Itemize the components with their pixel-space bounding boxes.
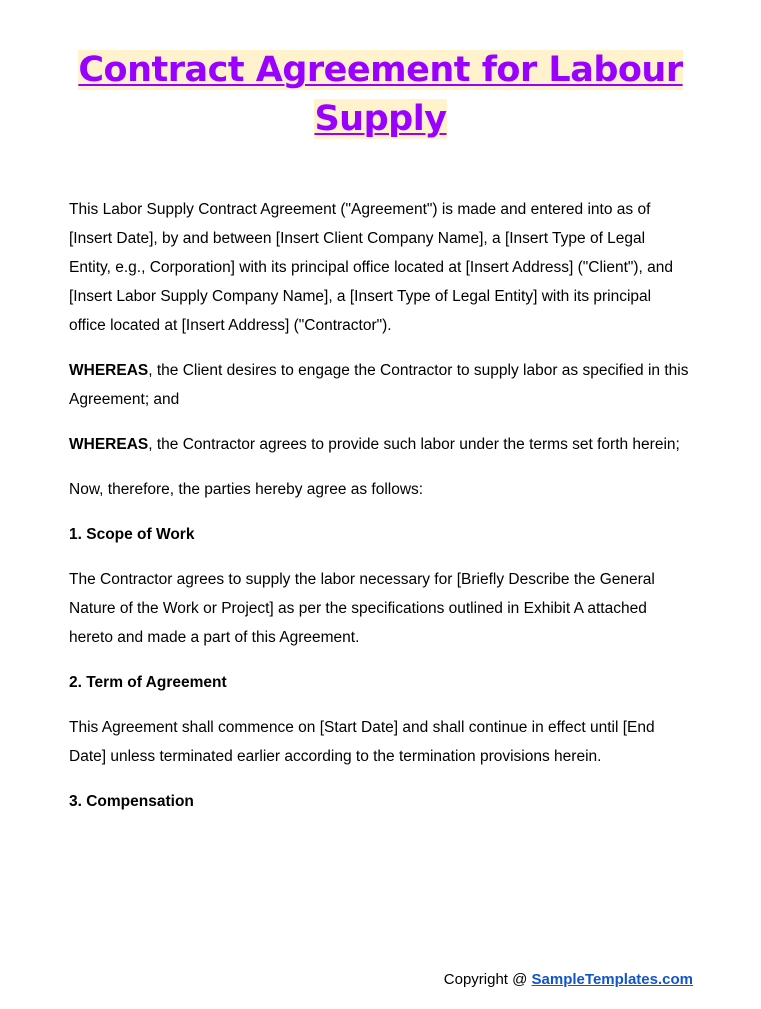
sampletemplates-link[interactable]: SampleTemplates.com [531,971,693,988]
whereas-text: , the Client desires to engage the Contractor to supply labor as specified in this Agreement; and [69,362,689,408]
whereas-label: WHEREAS [69,362,149,379]
copyright-text: Copyright @ [443,971,532,988]
section-text-term-of-agreement: This Agreement shall commence on [Start Date] and shall continue in effect until [End Date] unless terminated earlier according to the termination provisions herein. [69,719,655,765]
section-heading-term-of-agreement: 2. Term of Agreement [69,674,227,691]
title-block [60,46,701,144]
whereas-paragraph-1 [69,356,691,414]
document-title: Contract Agreement for Labour Supply [78,50,683,139]
copyright-footer [400,968,693,992]
section-heading-scope-of-work: 1. Scope of Work [69,526,195,543]
whereas-paragraph-2 [69,430,691,459]
section-text-scope-of-work: The Contractor agrees to supply the labor necessary for [Briefly Describe the General Nature of the Work or Project] as per the specifications outlined in Exhibit A attached hereto and made a part of this Agreement. [69,571,655,646]
intro-paragraph: This Labor Supply Contract Agreement ("Agreement") is made and entered into as of [Insert Date], by and between [Insert Client Company Name], a [Insert Type of Legal Entity, e.g., Corporation] with its principal office located at [Insert Address] ("Client"), and [Insert Labor Supply Company Name], a [Insert Type of Legal Entity] with its principal office located at [Insert Address] ("Contractor"). [69,201,674,334]
whereas-text: , the Contractor agrees to provide such labor under the terms set forth herein; [148,436,680,453]
whereas-label: WHEREAS [69,436,149,453]
document-body [69,195,691,816]
section-heading-compensation: 3. Compensation [69,793,194,810]
now-therefore-paragraph: Now, therefore, the parties hereby agree as follows: [69,481,424,498]
